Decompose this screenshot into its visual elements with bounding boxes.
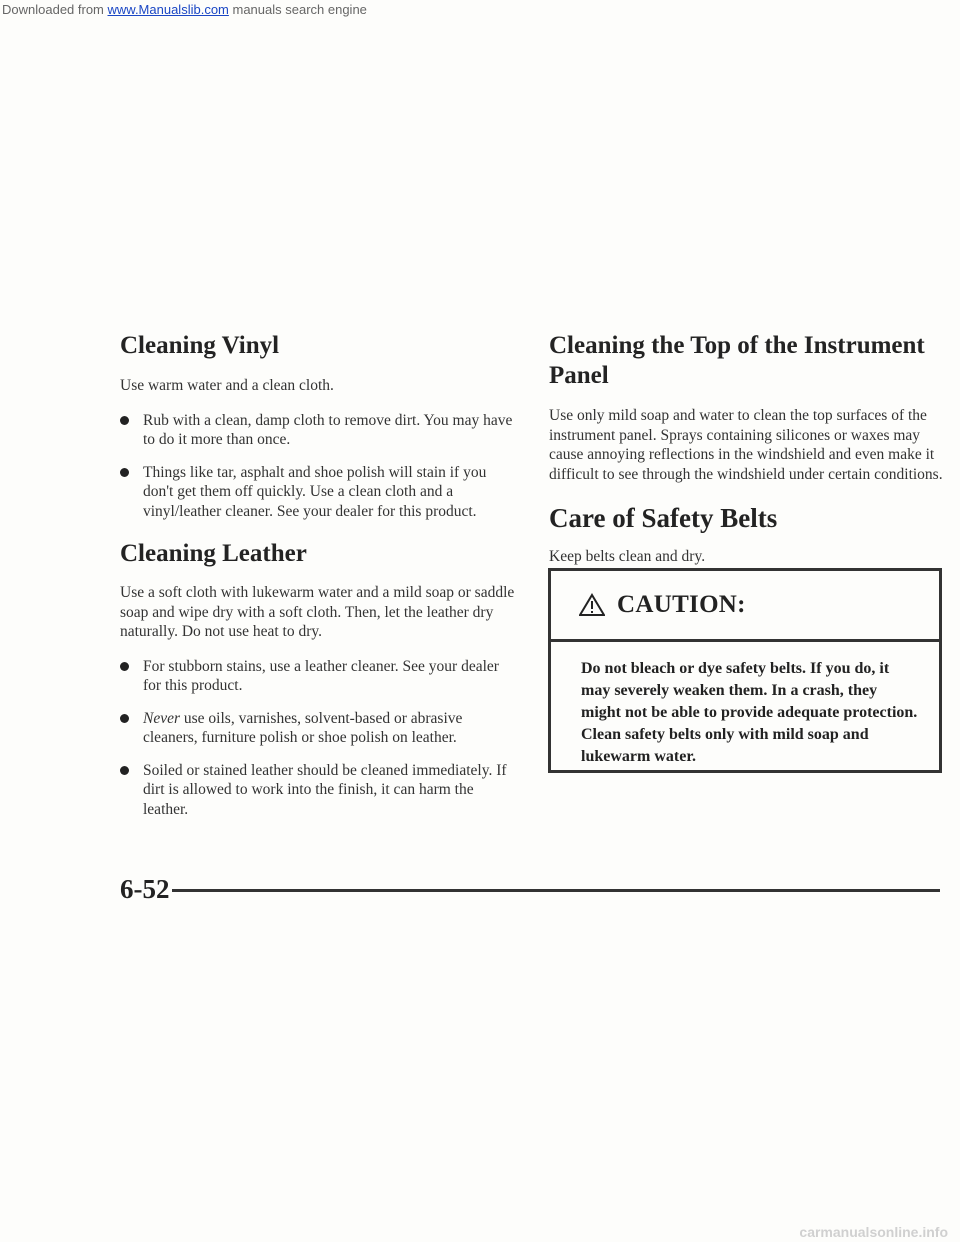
list-item-text: Rub with a clean, damp cloth to remove dirt. You may have to do it more than once. [143, 411, 513, 448]
cleaning-vinyl-heading: Cleaning Vinyl [120, 332, 280, 359]
list-item [120, 411, 520, 450]
caution-title: CAUTION: [617, 591, 746, 618]
banner-suffix: manuals search engine [228, 2, 367, 17]
vinyl-bullet-list [120, 411, 520, 522]
footer-rule [172, 889, 940, 892]
caution-text: Do not bleach or dye safety belts. If you do, it may severely weaken them. In a crash, they might not be able to provide adequate protection. Clean safety belts only with mild soap and lukewarm water. [581, 660, 918, 765]
list-item-text: use oils, varnishes, solvent-based or abrasive cleaners, furniture polish or shoe polish on leather. [143, 709, 463, 746]
instrument-panel-heading: Cleaning the Top of the Instrument Panel [549, 332, 925, 389]
watermark: carmanualsonline.info [799, 1224, 948, 1240]
bullet-icon [120, 766, 129, 775]
list-item [120, 761, 520, 820]
page-number: 6-52 [120, 874, 170, 904]
leather-bullet-list [120, 657, 520, 820]
safety-belts-intro: Keep belts clean and dry. [549, 548, 706, 565]
manualslib-link[interactable]: www.Manualslib.com [107, 2, 229, 17]
list-item-text: Soiled or stained leather should be cleaned immediately. If dirt is allowed to work into the finish, it can harm the leather. [143, 761, 507, 818]
list-item [120, 709, 520, 748]
warning-triangle-icon [579, 593, 605, 617]
list-item-text: Things like tar, asphalt and shoe polish will stain if you don't get them off quickly. Use a clean cloth and a vinyl/leather cleaner. See your dealer for this product. [143, 463, 487, 520]
banner-prefix: Downloaded from [2, 2, 108, 17]
list-item-text: For stubborn stains, use a leather cleaner. See your dealer for this product. [143, 657, 499, 694]
instrument-panel-text: Use only mild soap and water to clean the top surfaces of the instrument panel. Sprays containing silicones or waxes may cause annoying reflections in the windshield and even make it difficult to see through the windshield under certain conditions. [549, 407, 943, 483]
safety-belts-heading: Care of Safety Belts [549, 503, 778, 533]
vinyl-intro: Use warm water and a clean cloth. [120, 377, 334, 394]
bullet-icon [120, 468, 129, 477]
download-banner [2, 0, 960, 20]
bullet-icon [120, 416, 129, 425]
cleaning-leather-heading: Cleaning Leather [120, 540, 307, 567]
bullet-icon [120, 662, 129, 671]
list-item [120, 463, 520, 522]
caution-box [548, 568, 942, 773]
right-column [549, 331, 944, 567]
list-item [120, 657, 520, 696]
never-emphasis: Never [143, 709, 181, 727]
bullet-icon [120, 714, 129, 723]
leather-intro: Use a soft cloth with lukewarm water and a mild soap or saddle soap and wipe dry with a soft cloth. Then, let the leather dry naturally. Do not use heat to dry. [120, 584, 515, 640]
left-column [120, 331, 520, 819]
caution-header [551, 571, 939, 642]
